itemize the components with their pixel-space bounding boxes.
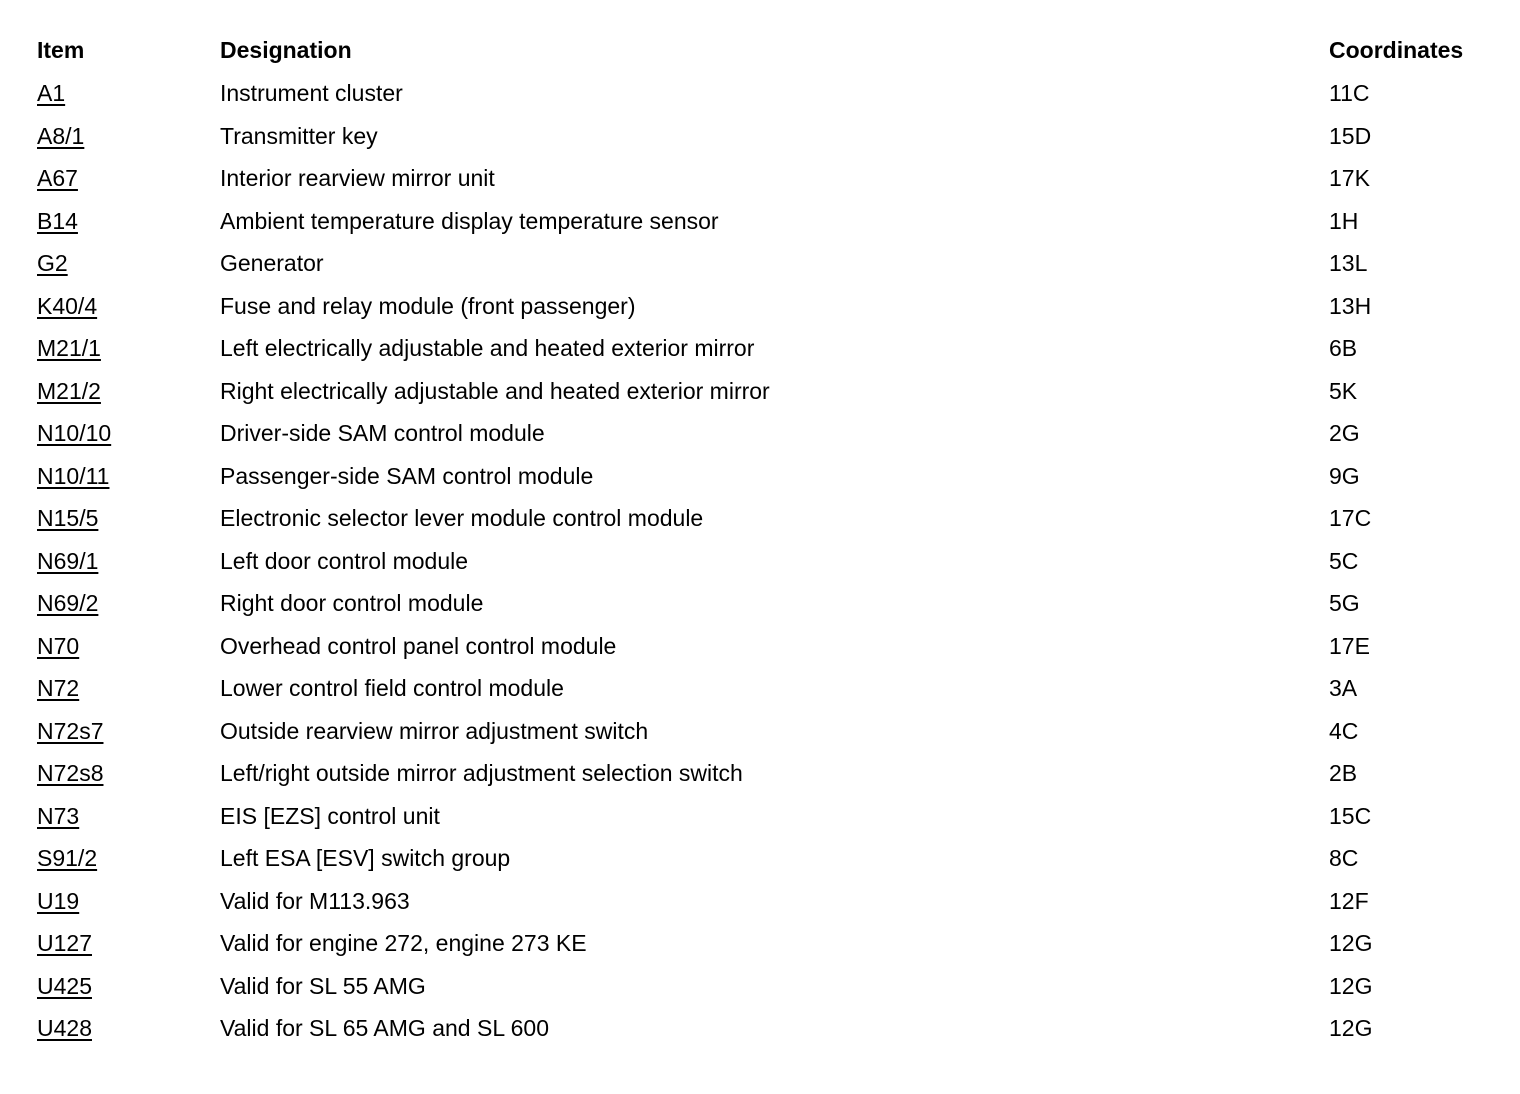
- designation-cell: Valid for engine 272, engine 273 KE: [220, 930, 587, 956]
- table-row: [0, 588, 1520, 628]
- item-link[interactable]: N72: [37, 675, 80, 701]
- table-row: [0, 971, 1520, 1011]
- designation-cell: Valid for SL 65 AMG and SL 600: [220, 1015, 550, 1041]
- designation-cell: Right door control module: [220, 590, 484, 616]
- table-row: [0, 376, 1520, 416]
- coordinates-cell: 17E: [1329, 632, 1370, 659]
- designation-cell: Transmitter key: [220, 122, 378, 149]
- coordinates-cell: 12G: [1329, 972, 1373, 999]
- coordinates-cell: 12G: [1329, 930, 1373, 956]
- table-row: [0, 248, 1520, 288]
- item-link[interactable]: N73: [37, 802, 80, 829]
- table-row: [0, 801, 1520, 841]
- coordinates-cell: 11C: [1329, 80, 1370, 106]
- table-row: [0, 418, 1520, 458]
- coordinates-cell: 12G: [1329, 1015, 1373, 1041]
- item-link[interactable]: A67: [37, 165, 78, 191]
- coordinates-cell: 1H: [1329, 207, 1359, 234]
- designation-cell: Valid for M113.963: [220, 887, 410, 914]
- item-link[interactable]: U127: [37, 930, 92, 956]
- item-link[interactable]: M21/1: [37, 335, 101, 361]
- coordinates-cell: 8C: [1329, 845, 1359, 871]
- item-link[interactable]: N10/11: [37, 462, 110, 489]
- coordinates-cell: 12F: [1329, 887, 1369, 914]
- coordinates-cell: 13L: [1329, 250, 1368, 276]
- item-link[interactable]: N70: [37, 632, 80, 659]
- designation-cell: Instrument cluster: [220, 80, 403, 106]
- item-link[interactable]: N15/5: [37, 505, 99, 531]
- item-link[interactable]: N10/10: [37, 420, 112, 446]
- item-link[interactable]: A1: [37, 80, 66, 106]
- coordinates-cell: 15D: [1329, 122, 1372, 149]
- item-link[interactable]: N72s7: [37, 717, 104, 744]
- table-row: [0, 843, 1520, 883]
- item-link[interactable]: U428: [37, 1015, 92, 1041]
- designation-cell: Left/right outside mirror adjustment selection switch: [220, 760, 743, 786]
- coordinates-cell: 9G: [1329, 462, 1360, 489]
- table-row: [0, 928, 1520, 968]
- designation-cell: Driver-side SAM control module: [220, 420, 545, 446]
- table-row: [0, 673, 1520, 713]
- table-row: [0, 503, 1520, 543]
- item-link[interactable]: A8/1: [37, 122, 85, 149]
- item-link[interactable]: U19: [37, 887, 80, 914]
- designation-cell: Outside rearview mirror adjustment switch: [220, 717, 649, 744]
- table-row: [0, 121, 1520, 161]
- coordinates-cell: 17K: [1329, 165, 1370, 191]
- item-link[interactable]: N69/2: [37, 590, 99, 616]
- item-link[interactable]: U425: [37, 972, 92, 999]
- table-row: [0, 206, 1520, 246]
- item-link[interactable]: N69/1: [37, 547, 99, 574]
- coordinates-cell: 4C: [1329, 717, 1359, 744]
- coordinates-cell: 2G: [1329, 420, 1360, 446]
- coordinates-column-header: Coordinates: [1329, 37, 1464, 63]
- coordinates-cell: 3A: [1329, 675, 1358, 701]
- item-link[interactable]: G2: [37, 250, 68, 276]
- table-row: [0, 631, 1520, 671]
- designation-cell: Passenger-side SAM control module: [220, 462, 594, 489]
- table-row: [0, 291, 1520, 331]
- item-link[interactable]: N72s8: [37, 760, 104, 786]
- coordinates-cell: 5G: [1329, 590, 1360, 616]
- designation-cell: Left door control module: [220, 547, 469, 574]
- item-link[interactable]: M21/2: [37, 377, 101, 404]
- designation-cell: Electronic selector lever module control module: [220, 505, 704, 531]
- designation-column-header: Designation: [220, 37, 352, 63]
- table-row: [0, 758, 1520, 798]
- item-column-header: Item: [37, 37, 85, 63]
- designation-cell: Overhead control panel control module: [220, 632, 617, 659]
- coordinates-cell: 17C: [1329, 505, 1372, 531]
- table-row: [0, 333, 1520, 373]
- coordinates-cell: 13H: [1329, 292, 1372, 319]
- coordinates-cell: 15C: [1329, 802, 1372, 829]
- designation-cell: Lower control field control module: [220, 675, 564, 701]
- item-link[interactable]: B14: [37, 207, 78, 234]
- designation-cell: Ambient temperature display temperature sensor: [220, 207, 719, 234]
- designation-cell: Valid for SL 55 AMG: [220, 972, 426, 999]
- designation-cell: EIS [EZS] control unit: [220, 802, 440, 829]
- table-header-row: [0, 35, 1520, 75]
- table-row: [0, 886, 1520, 926]
- table-row: [0, 546, 1520, 586]
- coordinates-cell: 2B: [1329, 760, 1358, 786]
- item-link[interactable]: K40/4: [37, 292, 98, 319]
- designation-cell: Right electrically adjustable and heated exterior mirror: [220, 377, 770, 404]
- table-row: [0, 1013, 1520, 1053]
- table-row: [0, 163, 1520, 203]
- coordinates-cell: 6B: [1329, 335, 1358, 361]
- designation-cell: Left ESA [ESV] switch group: [220, 845, 511, 871]
- designation-cell: Left electrically adjustable and heated exterior mirror: [220, 335, 755, 361]
- designation-cell: Fuse and relay module (front passenger): [220, 292, 636, 319]
- table-row: [0, 78, 1520, 118]
- designation-cell: Generator: [220, 250, 324, 276]
- designation-cell: Interior rearview mirror unit: [220, 165, 495, 191]
- table-row: [0, 716, 1520, 756]
- table-row: [0, 461, 1520, 501]
- coordinates-cell: 5C: [1329, 547, 1359, 574]
- item-link[interactable]: S91/2: [37, 845, 98, 871]
- coordinates-cell: 5K: [1329, 377, 1358, 404]
